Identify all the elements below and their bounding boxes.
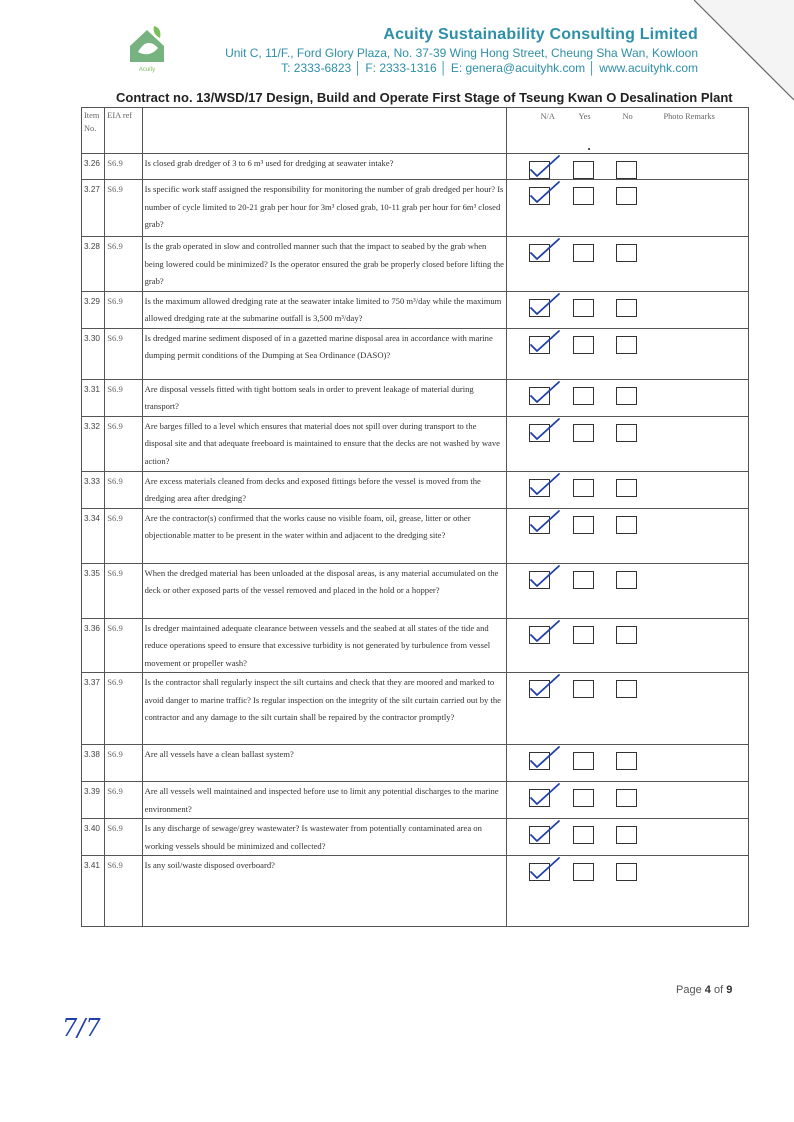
item-number: 3.31 — [82, 379, 105, 416]
check-mark-icon — [527, 380, 561, 406]
item-number: 3.36 — [82, 618, 105, 673]
check-mark-icon — [527, 472, 561, 498]
check-mark-icon — [527, 782, 561, 808]
table-row — [82, 618, 749, 673]
item-number: 3.27 — [82, 180, 105, 237]
eia-reference: S6.9 — [105, 819, 142, 856]
no-checkbox[interactable] — [616, 387, 637, 405]
eia-reference: S6.9 — [105, 745, 142, 782]
check-mark-icon — [527, 329, 561, 355]
question-text: Is specific work staff assigned the responsibility for monitoring the number of grab dredged per hour? Is number of cycle limited to 20-21 grab per hour for 3m³ closed grab, 10-11 grab per hour for 6m³ closed grab? — [142, 180, 507, 237]
no-checkbox[interactable] — [616, 424, 637, 442]
header-answers — [507, 108, 749, 154]
answer-cell — [507, 379, 749, 416]
question-text: Are barges filled to a level which ensures that material does not spill over during transport to the disposal site and that adequate freeboard is maintained to ensure that the decks are not washed by wave action? — [142, 416, 507, 471]
item-number: 3.33 — [82, 471, 105, 508]
yes-checkbox[interactable] — [573, 424, 594, 442]
no-checkbox[interactable] — [616, 479, 637, 497]
check-mark-icon — [527, 819, 561, 845]
check-mark-icon — [527, 745, 561, 771]
item-number: 3.40 — [82, 819, 105, 856]
question-text: Is the maximum allowed dredging rate at the seawater intake limited to 750 m³/day while the maximum allowed dredging rate at the submarine outfall is 3,500 m³/day? — [142, 291, 507, 328]
table-row — [82, 563, 749, 618]
answer-cell — [507, 180, 749, 237]
table-row — [82, 782, 749, 819]
answer-cell — [507, 673, 749, 745]
eia-reference: S6.9 — [105, 328, 142, 379]
yes-checkbox[interactable] — [573, 626, 594, 644]
check-mark-icon — [527, 154, 561, 180]
answer-cell — [507, 856, 749, 927]
table-row — [82, 745, 749, 782]
company-logo — [124, 22, 170, 74]
table-row — [82, 856, 749, 927]
eia-reference: S6.9 — [105, 379, 142, 416]
eia-reference: S6.9 — [105, 618, 142, 673]
question-text: Are disposal vessels fitted with tight bottom seals in order to prevent leakage of material during transport? — [142, 379, 507, 416]
yes-checkbox[interactable] — [573, 826, 594, 844]
item-number: 3.38 — [82, 745, 105, 782]
page-number: Page 4 of 9 — [676, 984, 733, 996]
no-checkbox[interactable] — [616, 187, 637, 205]
company-address: Unit C, 11/F., Ford Glory Plaza, No. 37-39 Wing Hong Street, Cheung Sha Wan, Kowloon — [225, 46, 698, 60]
table-header-row — [82, 108, 749, 154]
svg-text:Acuity: Acuity — [138, 67, 156, 73]
yes-checkbox[interactable] — [573, 244, 594, 262]
item-number: 3.29 — [82, 291, 105, 328]
answer-cell — [507, 237, 749, 292]
no-checkbox[interactable] — [616, 336, 637, 354]
no-checkbox[interactable] — [616, 752, 637, 770]
no-checkbox[interactable] — [616, 299, 637, 317]
yes-checkbox[interactable] — [573, 387, 594, 405]
check-mark-icon — [527, 237, 561, 263]
table-row — [82, 673, 749, 745]
answer-cell — [507, 328, 749, 379]
eia-reference: S6.9 — [105, 673, 142, 745]
item-number: 3.28 — [82, 237, 105, 292]
item-number: 3.30 — [82, 328, 105, 379]
table-row — [82, 154, 749, 180]
item-number: 3.32 — [82, 416, 105, 471]
company-name: Acuity Sustainability Consulting Limited — [383, 26, 698, 43]
question-text: Is any soil/waste disposed overboard? — [142, 856, 507, 927]
answer-cell — [507, 508, 749, 563]
yes-checkbox[interactable] — [573, 299, 594, 317]
company-contact: T: 2333-6823 │ F: 2333-1316 │ E: genera@acuityhk.com │ www.acuityhk.com — [281, 61, 698, 75]
eia-reference: S6.9 — [105, 180, 142, 237]
question-text: Are excess materials cleaned from decks and exposed fittings before the vessel is moved from the dredging area after dredging? — [142, 471, 507, 508]
check-mark-icon — [527, 292, 561, 318]
question-text: Is the grab operated in slow and controlled manner such that the impact to seabed by the grab when being lowered could be minimized? Is the operator ensured the grab be properly closed before lifting the grab? — [142, 237, 507, 292]
eia-reference: S6.9 — [105, 782, 142, 819]
check-mark-icon — [527, 180, 561, 206]
header-photo-remarks: Photo Remarks — [663, 112, 715, 121]
item-number: 3.34 — [82, 508, 105, 563]
table-row — [82, 379, 749, 416]
table-row — [82, 180, 749, 237]
question-text: Is dredged marine sediment disposed of in a gazetted marine disposal area in accordance with marine dumping permit conditions of the Dumping at Sea Ordinance (DASO)? — [142, 328, 507, 379]
no-checkbox[interactable] — [616, 571, 637, 589]
item-number: 3.41 — [82, 856, 105, 927]
item-number: 3.26 — [82, 154, 105, 180]
no-checkbox[interactable] — [616, 863, 637, 881]
answer-cell — [507, 154, 749, 180]
checklist-table — [81, 107, 749, 927]
question-text: Is the contractor shall regularly inspect the silt curtains and check that they are moored and marked to avoid danger to marine traffic? Is regular inspection on the integrity of the silt curtain carried out by the contractor and any damage to the silt curtain shall be repaired by the contractor promptly? — [142, 673, 507, 745]
question-text: When the dredged material has been unloaded at the disposal areas, is any material accumulated on the deck or other exposed parts of the vessel removed and placed in the hold or a hopper? — [142, 563, 507, 618]
yes-checkbox[interactable] — [573, 479, 594, 497]
table-row — [82, 416, 749, 471]
no-checkbox[interactable] — [616, 626, 637, 644]
item-number: 3.37 — [82, 673, 105, 745]
check-mark-icon — [527, 564, 561, 590]
table-row — [82, 471, 749, 508]
yes-checkbox[interactable] — [573, 187, 594, 205]
check-mark-icon — [527, 619, 561, 645]
yes-checkbox[interactable] — [573, 863, 594, 881]
eia-reference: S6.9 — [105, 154, 142, 180]
eia-reference: S6.9 — [105, 856, 142, 927]
answer-cell — [507, 782, 749, 819]
answer-cell — [507, 618, 749, 673]
check-mark-icon — [527, 417, 561, 443]
no-checkbox[interactable] — [616, 516, 637, 534]
table-row — [82, 508, 749, 563]
table-row — [82, 291, 749, 328]
header-yes: Yes — [578, 112, 591, 121]
no-checkbox[interactable] — [616, 826, 637, 844]
no-checkbox[interactable] — [616, 789, 637, 807]
question-text: Is closed grab dredger of 3 to 6 m³ used for dredging at seawater intake? — [142, 154, 507, 180]
answer-cell — [507, 745, 749, 782]
item-number: 3.39 — [82, 782, 105, 819]
handwritten-note: 7/7 — [62, 1014, 101, 1042]
item-number: 3.35 — [82, 563, 105, 618]
eia-reference: S6.9 — [105, 416, 142, 471]
header-eia-ref: EIA ref — [105, 108, 142, 154]
question-text: Is any discharge of sewage/grey wastewater? Is wastewater from potentially contaminated area on working vessels should be minimized and collected? — [142, 819, 507, 856]
header-question — [142, 108, 507, 154]
question-text: Are the contractor(s) confirmed that the works cause no visible foam, oil, grease, litter or other objectionable matter to be present in the water within and adjacent to the dredging site? — [142, 508, 507, 563]
table-row — [82, 819, 749, 856]
header-no: No — [622, 112, 633, 121]
question-text: Are all vessels well maintained and inspected before use to limit any potential discharges to the marine environment? — [142, 782, 507, 819]
answer-cell — [507, 471, 749, 508]
no-checkbox[interactable] — [616, 680, 637, 698]
answer-cell — [507, 416, 749, 471]
eia-reference: S6.9 — [105, 471, 142, 508]
table-row — [82, 237, 749, 292]
answer-cell — [507, 291, 749, 328]
check-mark-icon — [527, 856, 561, 882]
eia-reference: S6.9 — [105, 291, 142, 328]
eia-reference: S6.9 — [105, 508, 142, 563]
yes-checkbox[interactable] — [573, 161, 594, 179]
check-mark-icon — [527, 673, 561, 699]
yes-checkbox[interactable] — [573, 516, 594, 534]
table-row — [82, 328, 749, 379]
yes-checkbox[interactable] — [573, 789, 594, 807]
header-na: N/A — [540, 112, 555, 121]
yes-checkbox[interactable] — [573, 752, 594, 770]
answer-cell — [507, 563, 749, 618]
question-text: Are all vessels have a clean ballast system? — [142, 745, 507, 782]
yes-checkbox[interactable] — [573, 571, 594, 589]
yes-checkbox[interactable] — [573, 680, 594, 698]
check-mark-icon — [527, 509, 561, 535]
eia-reference: S6.9 — [105, 563, 142, 618]
question-text: Is dredger maintained adequate clearance between vessels and the seabed at all states of the tide and reduce operations speed to ensure that excessive turbidity is not generated by turbulence from vessel movement or propeller wash? — [142, 618, 507, 673]
yes-checkbox[interactable] — [573, 336, 594, 354]
no-checkbox[interactable] — [616, 244, 637, 262]
header-item-no: Item No. — [82, 108, 105, 154]
eia-reference: S6.9 — [105, 237, 142, 292]
no-checkbox[interactable] — [616, 161, 637, 179]
answer-cell — [507, 819, 749, 856]
contract-title: Contract no. 13/WSD/17 Design, Build and Operate First Stage of Tseung Kwan O Desalination Plant — [116, 90, 733, 105]
